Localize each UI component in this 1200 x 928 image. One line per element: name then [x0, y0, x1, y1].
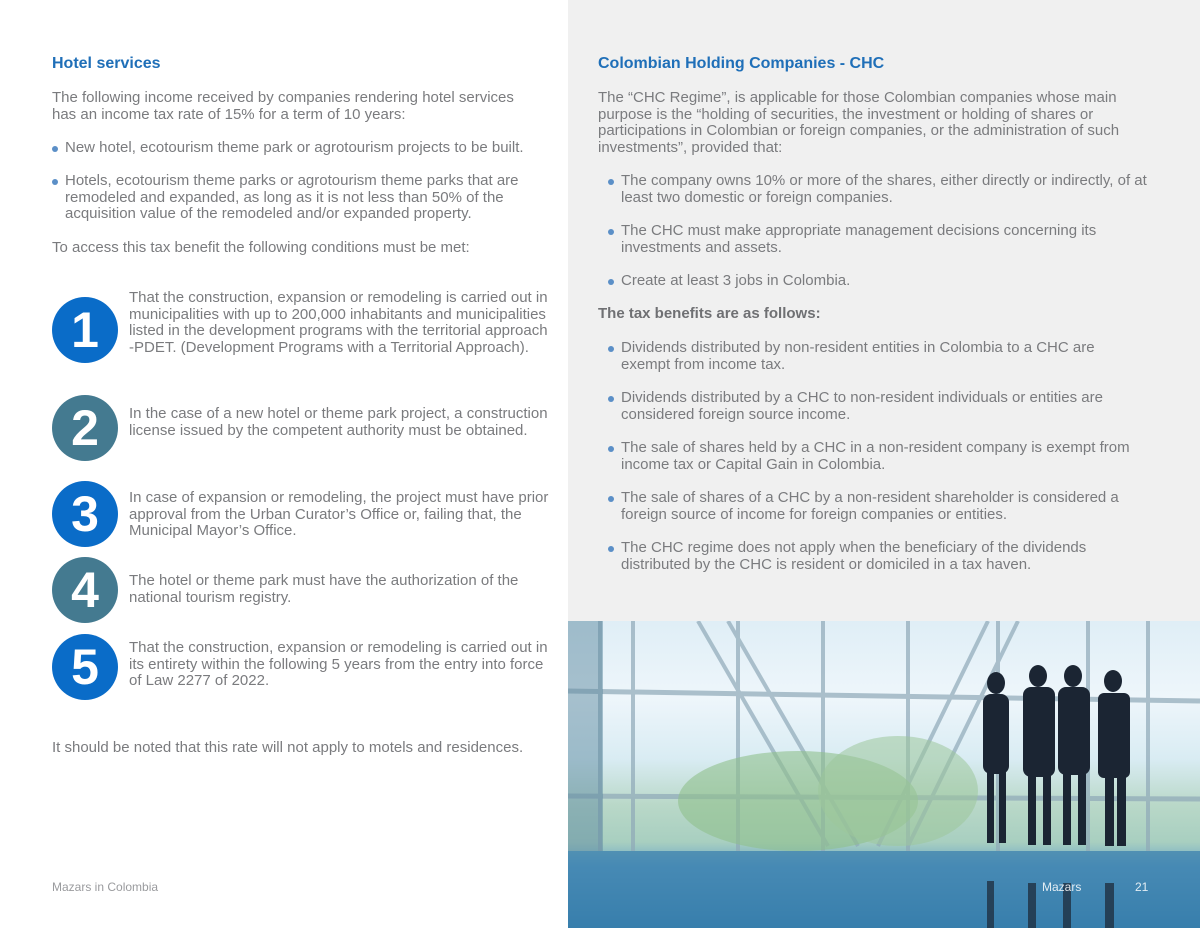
hotel-bullet [52, 173, 542, 223]
step-text: That the construction, expansion or remodeling is carried out in municipalities with up to 200,000 inhabitants and municipalities listed in the development programs with the territorial approach -PDET. (Development Programs with a Territorial Approach). [129, 289, 548, 357]
photo-illustration [568, 621, 1200, 928]
condition-step-5 [52, 634, 552, 704]
chc-benefit [608, 390, 1128, 423]
bullet-icon [52, 179, 58, 185]
number-badge: 3 [52, 481, 118, 547]
bullet-icon [608, 496, 614, 502]
step-text: In case of expansion or remodeling, the project must have prior approval from the Urban Curator’s Office or, failing that, the Municipal Mayor’s Office. [129, 489, 549, 540]
hotel-services-title: Hotel services [52, 55, 161, 72]
footer-brand: Mazars [1042, 880, 1082, 894]
chc-condition [608, 223, 1118, 256]
bullet-text: Dividends distributed by non-resident entities in Colombia to a CHC are exempt from income tax. [621, 339, 1095, 373]
chc-condition [608, 273, 1148, 290]
chc-condition [608, 173, 1148, 206]
condition-step-3 [52, 481, 552, 551]
chc-benefit [608, 340, 1118, 373]
condition-step-2 [52, 395, 552, 465]
bullet-text: The CHC must make appropriate management decisions concerning its investments and assets. [621, 222, 1097, 256]
bullet-text: The company owns 10% or more of the shares, either directly or indirectly, of at least two domestic or foreign companies. [621, 172, 1147, 206]
bullet-text: Hotels, ecotourism theme parks or agrotourism theme parks that are remodeled and expanded, as long as it is not less than 50% of the acquisition value of the remodeled and/or expanded property. [65, 172, 519, 223]
bullet-text: The sale of shares held by a CHC in a non-resident company is exempt from income tax or Capital Gain in Colombia. [621, 439, 1130, 473]
condition-step-4 [52, 557, 552, 627]
left-page [0, 0, 568, 928]
chc-intro: The “CHC Regime”, is applicable for those Colombian companies whose main purpose is the “holding of securities, the investment or holding of shares or participations in Colombian or foreign companies, or the administration of such investments”, provided that: [598, 89, 1120, 157]
number-badge: 2 [52, 395, 118, 461]
bullet-icon [52, 146, 58, 152]
conditions-intro: To access this tax benefit the following conditions must be met: [52, 239, 470, 256]
bullet-icon [608, 446, 614, 452]
bullet-icon [608, 546, 614, 552]
benefits-heading: The tax benefits are as follows: [598, 305, 821, 322]
chc-benefit [608, 440, 1148, 473]
condition-step-1 [52, 289, 552, 367]
bullet-text: The CHC regime does not apply when the beneficiary of the dividends distributed by the CHC is resident or domiciled in a tax haven. [621, 539, 1087, 573]
chc-title: Colombian Holding Companies - CHC [598, 55, 885, 72]
footer-left: Mazars in Colombia [52, 880, 159, 894]
bullet-icon [608, 179, 614, 185]
page-number: 21 [1135, 880, 1149, 894]
step-text: In the case of a new hotel or theme park project, a construction license issued by the competent authority must be obtained. [129, 405, 548, 439]
bullet-icon [608, 229, 614, 235]
bullet-text: Create at least 3 jobs in Colombia. [621, 272, 851, 289]
step-text: That the construction, expansion or remodeling is carried out in its entirety within the following 5 years from the entry into force of Law 2277 of 2022. [129, 639, 548, 690]
note-text: It should be noted that this rate will not apply to motels and residences. [52, 739, 524, 756]
number-badge: 5 [52, 634, 118, 700]
bullet-text: Dividends distributed by a CHC to non-resident individuals or entities are considered foreign source income. [621, 389, 1103, 423]
number-badge: 1 [52, 297, 118, 363]
bullet-text: The sale of shares of a CHC by a non-resident shareholder is considered a foreign source of income for foreign companies or entities. [621, 489, 1119, 523]
hotel-bullet [52, 140, 552, 157]
bullet-icon [608, 279, 614, 285]
chc-benefit [608, 490, 1128, 523]
number-badge: 4 [52, 557, 118, 623]
office-people-photo [568, 621, 1200, 928]
bullet-icon [608, 396, 614, 402]
step-text: The hotel or theme park must have the authorization of the national tourism registry. [129, 572, 519, 606]
chc-benefit [608, 540, 1098, 573]
bullet-text: New hotel, ecotourism theme park or agrotourism projects to be built. [65, 139, 524, 156]
hotel-intro: The following income received by companies rendering hotel services has an income tax rate of 15% for a term of 10 years: [52, 89, 514, 123]
bullet-icon [608, 346, 614, 352]
